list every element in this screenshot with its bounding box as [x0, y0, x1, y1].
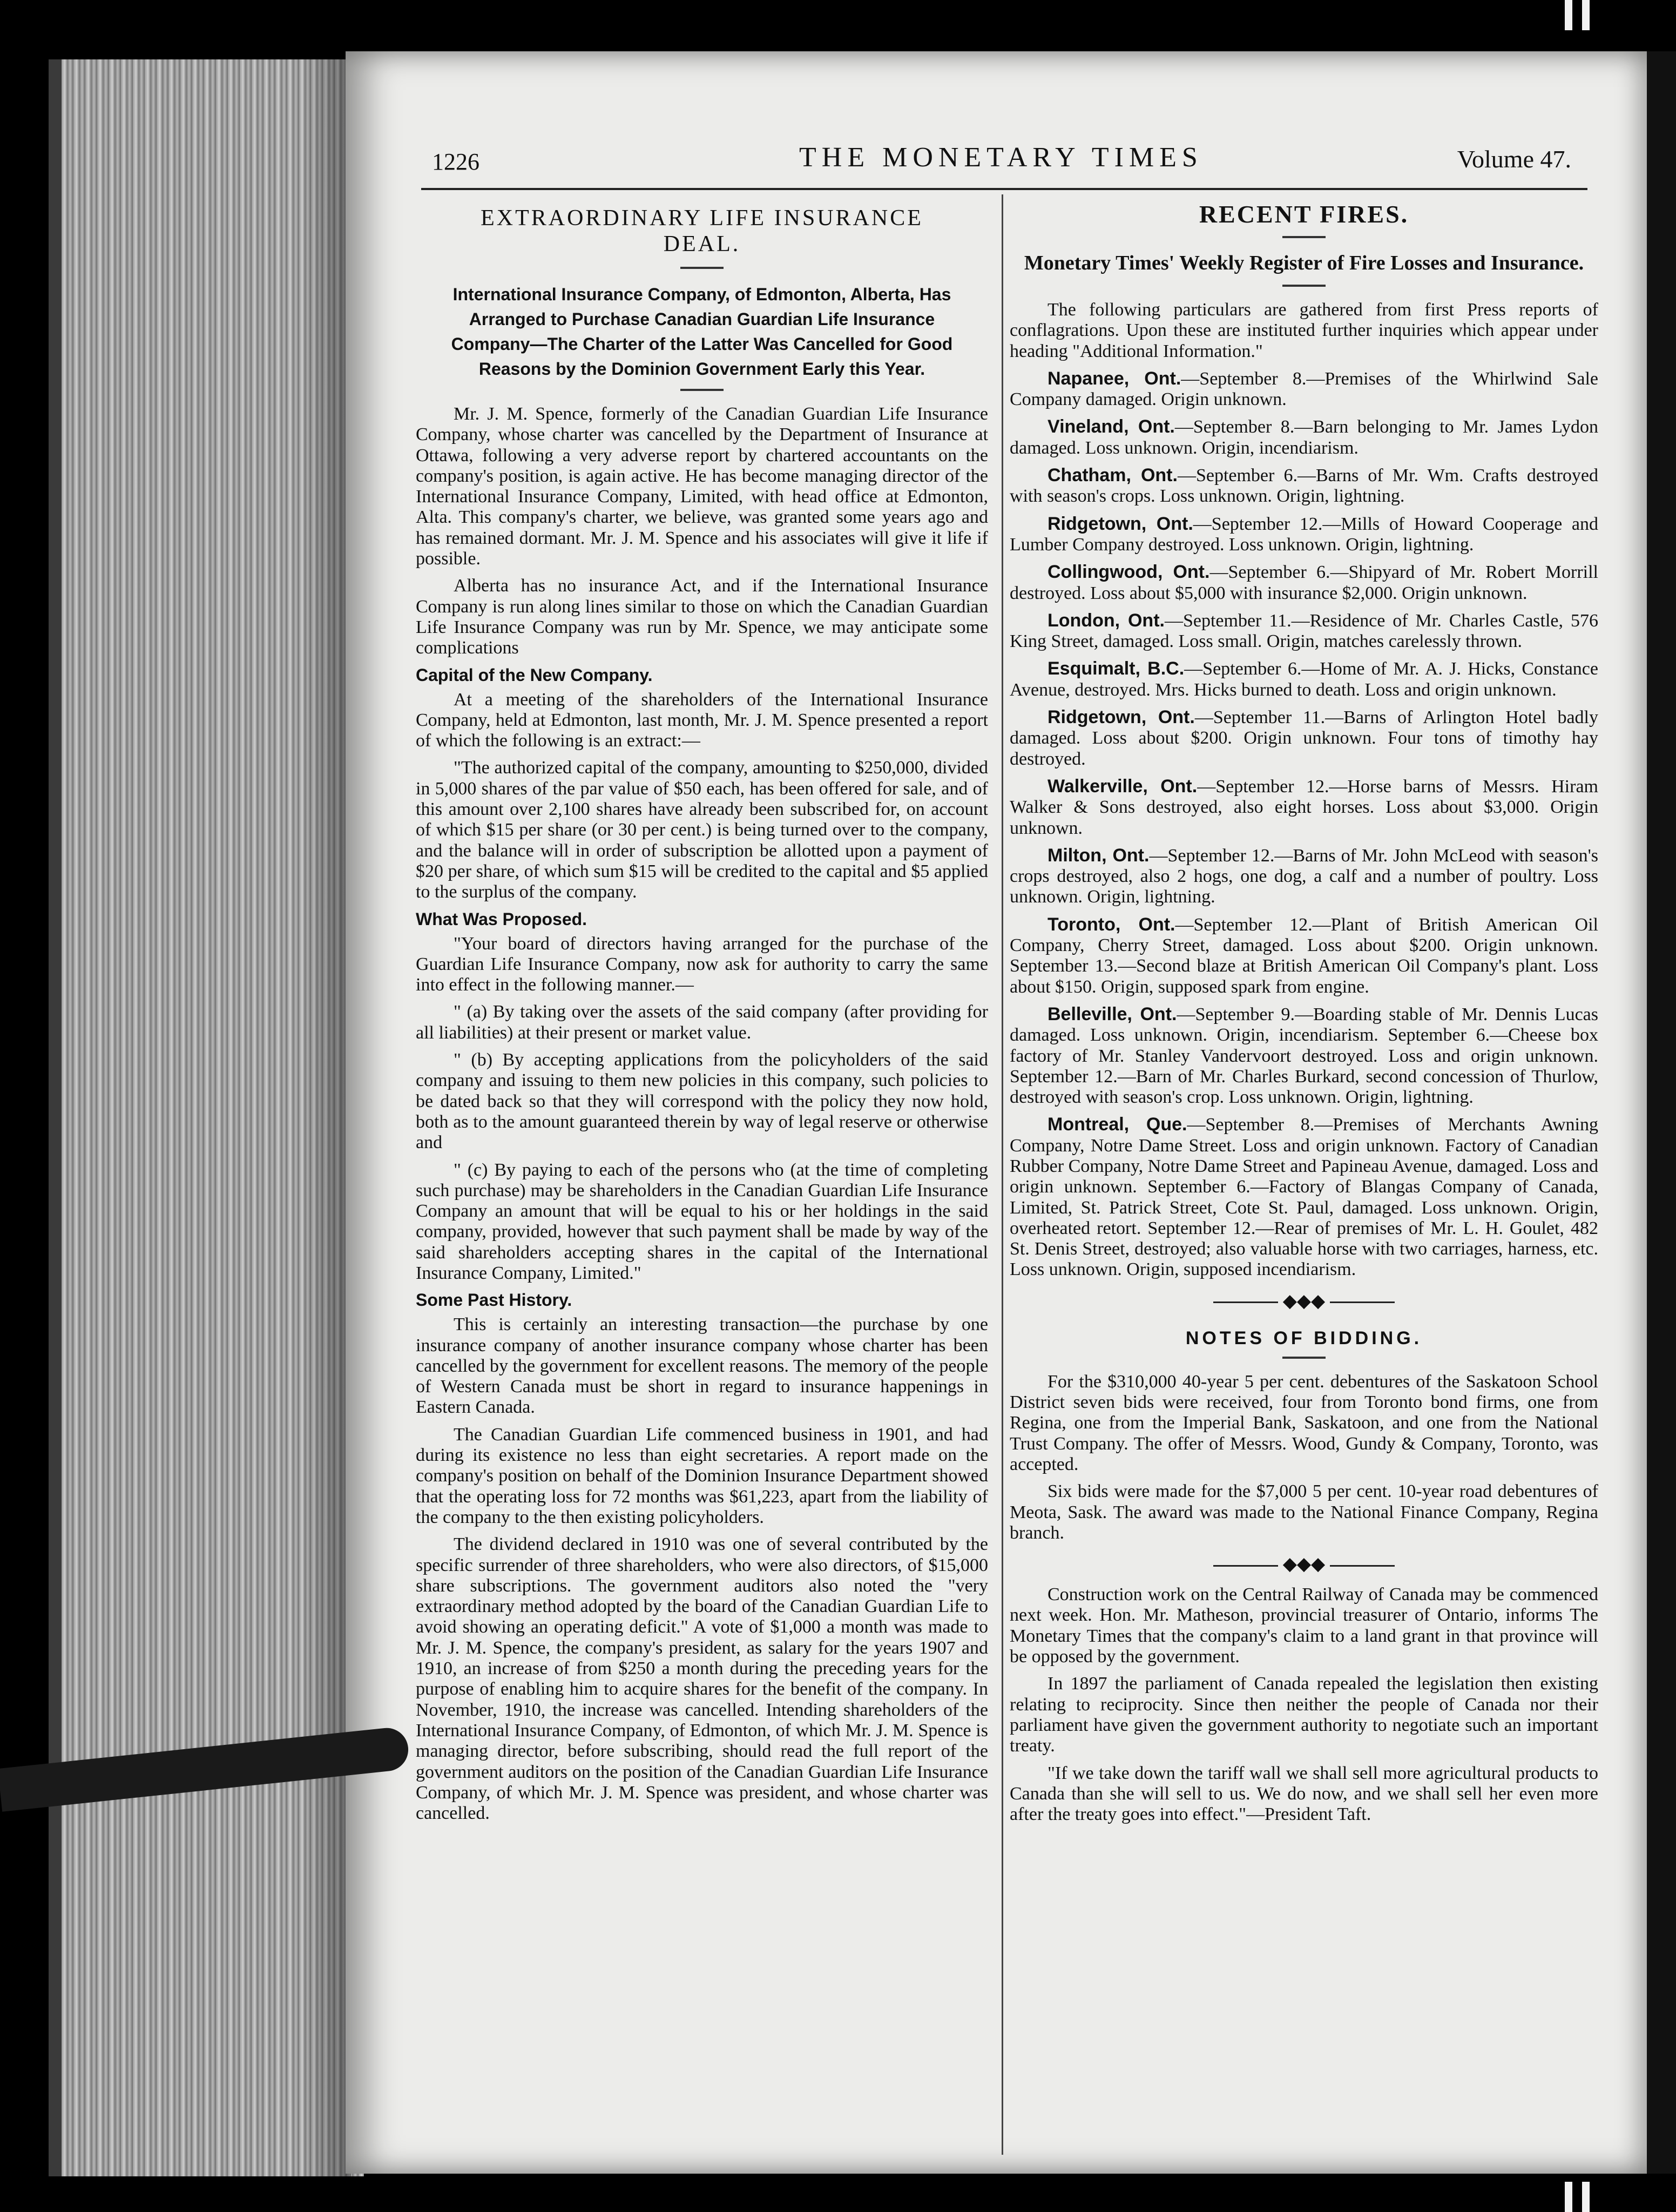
- paragraph: " (c) By paying to each of the persons who (at the time of completing such purchase) may be shareholders in the Canadian Guardian Life Insurance Company an amount that will be equal to his or her holdings in the said company, provided, however that such payment shall be made by way of the said shareholders accepting shares in the capital of the International Insurance Company, Limited.": [416, 1159, 988, 1283]
- section-heading: Capital of the New Company.: [416, 665, 653, 685]
- paragraph: " (a) By taking over the assets of the said company (after providing for all liabilities) at their present or market value.: [416, 1002, 988, 1043]
- fire-location: Chatham, Ont.: [1048, 465, 1178, 486]
- paragraph: " (b) By accepting applications from the policyholders of the said company and issuing to them new policies in this company, such policies to be dated back so that they will correspond with the policy they now hold, both as to the amount guaranteed therein by way of legal reserve or otherwise and: [416, 1050, 988, 1153]
- article-title-line2: DEAL.: [663, 232, 741, 257]
- section-heading: Some Past History.: [416, 1290, 572, 1310]
- fire-location: Collingwood, Ont.: [1048, 562, 1210, 583]
- rule: [680, 389, 724, 391]
- paragraph: In 1897 the parliament of Canada repealed the legislation then existing relating to reciprocity. Since then neither the people of Canada nor their parliament have given the government authority to negotiate such an important treaty.: [1010, 1674, 1598, 1756]
- fire-entry: [1010, 465, 1598, 507]
- ornament-divider: ◆◆◆: [1010, 1553, 1598, 1575]
- fire-location: Montreal, Que.: [1048, 1114, 1187, 1135]
- publication-title: THE MONETARY TIMES: [799, 142, 1203, 173]
- fire-details: —September 12.—Horse barns of Messrs. Hiram Walker & Sons destroyed, also eight horses. Loss about $3,000. Origin unknown.: [1010, 776, 1598, 838]
- fire-details: —September 6.—Home of Mr. A. J. Hicks, Constance Avenue, destroyed. Mrs. Hicks burned to death. Loss and origin unknown.: [1010, 659, 1598, 700]
- rule: [1282, 1357, 1326, 1359]
- film-mark: [1565, 2182, 1572, 2212]
- section-heading: What Was Proposed.: [416, 909, 587, 929]
- paragraph: For the $310,000 40-year 5 per cent. debentures of the Saskatoon School District seven bids were received, four from Toronto bond firms, one from Regina, one from the Imperial Bank, Saskatoon, and one from the National Trust Company. The offer of Messrs. Wood, Gundy & Company, Toronto, was accepted.: [1010, 1371, 1598, 1474]
- fire-details: —September 12.—Mills of Howard Cooperage and Lumber Company destroyed. Loss unknown. Origin, lightning.: [1010, 514, 1598, 555]
- fire-entry: [1010, 562, 1598, 604]
- article-deck: International Insurance Company, of Edmonton, Alberta, Has Arranged to Purchase Canadian Guardian Life Insurance Company—The Charter of the Latter Was Cancelled for Good Reasons by the Dominion Government Early this Year.: [451, 285, 953, 379]
- rule: [1282, 236, 1326, 238]
- paragraph: The Canadian Guardian Life commenced business in 1901, and had during its existence no less than eight secretaries. A report made on the company's position on behalf of the Dominion Insurance Department showed that the operating loss for 72 months was $61,223, apart from the liability of the company to the then existing policyholders.: [416, 1424, 988, 1527]
- section-title: NOTES OF BIDDING.: [1185, 1327, 1423, 1348]
- fire-location: Walkerville, Ont.: [1048, 775, 1198, 797]
- film-mark: [1582, 0, 1590, 30]
- fire-details: —September 11.—Residence of Mr. Charles Castle, 576 King Street, damaged. Loss small. Origin, matches carelessly thrown.: [1010, 610, 1598, 652]
- fire-entry: [1010, 514, 1598, 556]
- fire-location: Vineland, Ont.: [1048, 416, 1175, 437]
- fire-details: —September 12.—Barns of Mr. John McLeod with season's crops destroyed, also 2 hogs, one dog, a calf and a number of poultry. Loss unknown. Origin, lightning.: [1010, 845, 1598, 907]
- paragraph: Construction work on the Central Railway of Canada may be commenced next week. Hon. Mr. Matheson, provincial treasurer of Ontario, informs The Monetary Times that the company's claim to a land grant in that province will be opposed by the government.: [1010, 1584, 1598, 1667]
- paragraph: At a meeting of the shareholders of the International Insurance Company, held at Edmonton, last month, Mr. J. M. Spence presented a report of which the following is an extract:—: [416, 689, 988, 751]
- paragraph: The following particulars are gathered from first Press reports of conflagrations. Upon these are instituted further inquiries which appear under heading "Additional Information.": [1010, 300, 1598, 361]
- ornament-divider: ◆◆◆: [1010, 1290, 1598, 1312]
- fire-entry: [1010, 914, 1598, 997]
- fire-details: —September 6.—Shipyard of Mr. Robert Morrill destroyed. Loss about $5,000 with insurance $2,000. Origin unknown.: [1010, 562, 1598, 603]
- fire-location: Toronto, Ont.: [1048, 914, 1175, 935]
- running-header: [421, 141, 1582, 179]
- rule: [1282, 285, 1326, 287]
- article-title: EXTRAORDINARY LIFE INSURANCE: [481, 206, 923, 231]
- fire-location: Milton, Ont.: [1048, 845, 1150, 866]
- paragraph: "The authorized capital of the company, amounting to $250,000, divided in 5,000 shares of the par value of $50 each, has been offered for sale, and of this amount over 2,100 shares have already been subscribed for, on account of which $15 per share (or 30 per cent.) is being turned over to the company, and the balance will in order of subscription be allotted upon a payment of $20 per share, of which sum $15 will be credited to the capital and $5 applied to the surplus of the company.: [416, 758, 988, 902]
- fire-location: Esquimalt, B.C.: [1048, 658, 1185, 679]
- paragraph: Alberta has no insurance Act, and if the International Insurance Company is run along lines similar to those on which the Canadian Guardian Life Insurance Company was run by Mr. Spence, we may anticipate some complications: [416, 576, 988, 658]
- rule: [680, 267, 724, 269]
- fire-entry: [1010, 707, 1598, 770]
- paragraph: This is certainly an interesting transaction—the purchase by one insurance company of another insurance company whose charter has been cancelled by the government for excellent reasons. The memory of the people of Western Canada must be short in regard to insurance happenings in Eastern Canada.: [416, 1314, 988, 1418]
- fire-details: —September 12.—Plant of British American Oil Company, Cherry Street, damaged. Loss about $200. Origin unknown. September 13.—Second blaze at British American Oil Company's plant. Loss about $150. Origin, supposed spark from engine.: [1010, 914, 1599, 997]
- page-number: 1226: [432, 149, 479, 175]
- fire-entry: [1010, 610, 1598, 652]
- fire-details: —September 8.—Barn belonging to Mr. James Lydon damaged. Loss unknown. Origin, incendiarism.: [1010, 417, 1598, 458]
- fire-register-list: [1010, 368, 1598, 1280]
- right-column: [1010, 194, 1598, 1831]
- fire-entry: [1010, 416, 1598, 458]
- left-column: [416, 194, 988, 1830]
- fire-details: —September 6.—Barns of Mr. Wm. Crafts destroyed with season's crops. Loss unknown. Origin, lightning.: [1010, 466, 1598, 507]
- fire-details: —September 8.—Premises of Merchants Awning Company, Notre Dame Street. Loss and origin unknown. Factory of Canadian Rubber Company, Notre Dame Street and Papineau Avenue, damaged. Loss and origin unknown. September 6.—Factory of Blangas Company of Canada, Limited, St. Patrick Street, Cote St. Paul, damaged. Loss unknown. Origin, overheated retort. September 12.—Rear of premises of Mr. L. H. Goulet, 482 St. Denis Street, destroyed; also valuable horse with two carriages, harness, etc. Loss unknown. Origin, supposed incendiarism.: [1010, 1115, 1598, 1280]
- column-rule: [1002, 194, 1003, 2155]
- paragraph: "If we take down the tariff wall we shall sell more agricultural products to Canada than she will sell to us. We do now, and we shall sell her even more after the treaty goes into effect."—President Taft.: [1010, 1763, 1598, 1825]
- right-border: [1647, 51, 1676, 2174]
- paragraph: Six bids were made for the $7,000 5 per cent. 10-year road debentures of Meota, Sask. The award was made to the National Finance Company, Regina branch.: [1010, 1481, 1598, 1543]
- gutter-shadow: [302, 59, 351, 2176]
- fire-details: —September 11.—Barns of Arlington Hotel badly damaged. Loss about $200. Origin unknown. Four tons of timothy hay destroyed.: [1010, 707, 1598, 769]
- header-rule: [421, 188, 1587, 190]
- fire-location: Ridgetown, Ont.: [1048, 513, 1193, 534]
- fire-details: —September 9.—Boarding stable of Mr. Dennis Lucas damaged. Loss unknown. Origin, incendiarism. September 6.—Cheese box factory of Mr. Stanley Vandervoort destroyed. Loss and origin unknown. September 12.—Barn of Mr. Charles Burkard, second concession of Thurlow, destroyed with season's crop. Loss unknown. Origin, lightning.: [1010, 1004, 1598, 1108]
- section-title: RECENT FIRES.: [1199, 200, 1409, 228]
- fire-entry: [1010, 1114, 1598, 1280]
- paragraph: Mr. J. M. Spence, formerly of the Canadian Guardian Life Insurance Company, whose charter was cancelled by the Department of Insurance at Ottawa, following a very adverse report by chartered accountants on the company's position, is again active. He has become managing director of the International Insurance Company, Limited, with head office at Edmonton, Alta. This company's charter, we believe, was granted some years ago and has remained dormant. Mr. J. M. Spence and his associates will give it life if possible.: [416, 404, 988, 569]
- paragraph: The dividend declared in 1910 was one of several contributed by the specific surrender of three shareholders, who were also directors, of $15,000 share subscriptions. The government auditors also noted the "very extraordinary method adopted by the board of the Canadian Guardian Life to avoid showing an operating deficit." A vote of $1,000 a month was made to Mr. J. M. Spence, the company's president, as salary for the years 1907 and 1910, an increase of from $250 a month during the preceding years for the purpose of enabling him to acquire shares for the benefit of the company. In November, 1910, the increase was cancelled. Intending shareholders of the International Insurance Company, of Edmonton, of which Mr. J. M. Spence is managing director, before subscribing, should read the full report of the government auditors on the position of the Canadian Guardian Life Insurance Company, of which Mr. J. M. Spence was president, and whose charter was cancelled.: [416, 1534, 988, 1824]
- fire-location: London, Ont.: [1048, 610, 1165, 631]
- fire-location: Ridgetown, Ont.: [1048, 707, 1195, 728]
- fire-entry: [1010, 1004, 1598, 1108]
- section-subtitle: Monetary Times' Weekly Register of Fire Losses and Insurance.: [1024, 252, 1584, 274]
- paragraph: "Your board of directors having arranged for the purchase of the Guardian Life Insurance Company, now ask for authority to carry the same into effect in the following manner.—: [416, 933, 988, 995]
- fire-entry: [1010, 845, 1598, 908]
- volume-label: Volume 47.: [1457, 145, 1571, 173]
- film-mark: [1565, 0, 1572, 30]
- fire-entry: [1010, 658, 1598, 700]
- fire-entry: [1010, 368, 1598, 410]
- fire-entry: [1010, 776, 1598, 839]
- fire-location: Belleville, Ont.: [1048, 1003, 1177, 1024]
- fire-details: —September 8.—Premises of the Whirlwind Sale Company damaged. Origin unknown.: [1010, 368, 1598, 410]
- film-mark: [1582, 2182, 1590, 2212]
- fire-location: Napanee, Ont.: [1048, 368, 1181, 389]
